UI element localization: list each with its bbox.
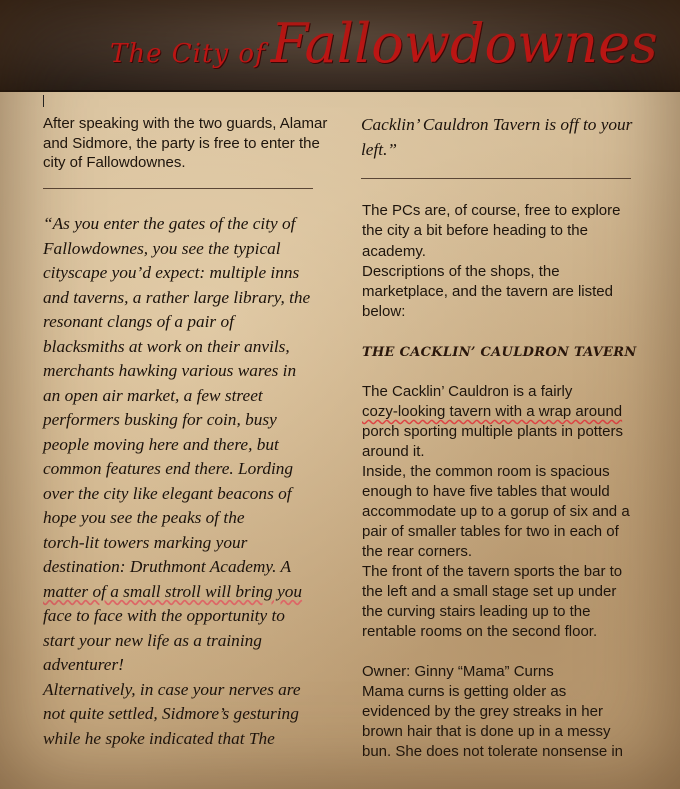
boxed-line: not quite settled, Sidmore’s gesturing — [43, 704, 299, 723]
boxed-line: face to face with the opportunity to — [43, 606, 285, 625]
text-line: Inside, the common room is spacious — [362, 463, 610, 480]
boxed-line: Fallowdownes, you see the typical — [43, 238, 281, 258]
boxed-line: resonant clangs of a pair of — [43, 312, 234, 331]
text-line: brown hair that is done up in a messy — [362, 723, 611, 740]
boxed-line: left.” — [361, 139, 398, 159]
boxed-line: Cacklin’ Cauldron Tavern is off to your — [361, 115, 633, 134]
text-line: The front of the tavern sports the bar to — [362, 563, 623, 580]
text-line: evidenced by the grey streaks in her — [362, 703, 603, 720]
boxed-line: common features end there. Lording — [43, 459, 294, 478]
boxed-line: torch-lit towers marking your — [43, 532, 248, 552]
tavern-heading: THE CACKLIN’ CAULDRON TAVERN — [362, 345, 637, 360]
text-cursor — [43, 95, 44, 107]
text-line: cozy-looking tavern with a wrap around — [362, 403, 623, 420]
text-line: bun. She does not tolerate nonsense in — [362, 743, 624, 760]
boxed-line: over the city like elegant beacons of — [43, 483, 292, 503]
boxed-line: an open air market, a few street — [43, 385, 263, 405]
text-line: The Cacklin’ Cauldron is a fairly — [362, 383, 573, 400]
boxed-text-left — [43, 212, 343, 751]
boxed-line: Alternatively, in case your nerves are — [43, 679, 301, 699]
boxed-line: performers busking for coin, busy — [43, 410, 277, 429]
text-line: below: — [362, 303, 406, 321]
text-line: accommodate up to a gorup of six and a — [362, 503, 630, 520]
text-line: porch sporting multiple plants in potters — [362, 423, 623, 440]
tavern-paragraph — [362, 382, 662, 642]
owner-paragraph — [362, 662, 662, 762]
boxed-line: while he spoke indicated that The — [43, 728, 275, 748]
text-line: the curving stairs leading up to the — [362, 603, 591, 620]
boxed-line: people moving here and there, but — [43, 434, 279, 454]
boxed-line: start your new life as a training — [43, 630, 262, 650]
text-line: enough to have five tables that would — [362, 483, 610, 500]
boxed-line: and taverns, a rather large library, the — [43, 287, 311, 307]
text-line: academy. — [362, 242, 426, 260]
text-line: The PCs are, of course, free to explore — [362, 202, 621, 219]
boxed-line: destination: Druthmont Academy. A — [43, 557, 291, 576]
divider-left — [43, 188, 313, 189]
text-line: the city a bit before heading to the — [362, 222, 588, 240]
text-line: pair of smaller tables for two in each of — [362, 523, 619, 540]
title-main: Fallowdownes — [270, 12, 658, 75]
boxed-line: “As you enter the gates of the city of — [43, 214, 296, 233]
text-line: Owner: Ginny “Mama” Curns — [362, 663, 554, 680]
text-line: Descriptions of the shops, the — [362, 262, 560, 280]
text-line: the rear corners. — [362, 543, 473, 560]
intro-paragraph: After speaking with the two guards, Alamar and Sidmore, the party is free to enter the city of Fallowdownes. — [43, 115, 328, 171]
boxed-line: hope you see the peaks of the — [43, 508, 245, 527]
text-line: Mama curns is getting older as — [362, 683, 567, 700]
text-line: rentable rooms on the second floor. — [362, 623, 598, 640]
title-prefix: The City of — [110, 39, 266, 69]
boxed-line: blacksmiths at work on their anvils, — [43, 336, 290, 356]
text-line: the left and a small stage set up under — [362, 583, 617, 600]
text-line: around it. — [362, 443, 425, 460]
boxed-line: merchants hawking various wares in — [43, 361, 297, 380]
page-title — [110, 12, 658, 82]
boxed-text-right — [361, 113, 661, 162]
text-line: marketplace, and the tavern are listed — [362, 283, 613, 301]
explore-paragraph — [362, 201, 657, 323]
boxed-line: matter of a small stroll will bring you — [43, 581, 303, 601]
divider-right — [361, 178, 631, 179]
boxed-line: adventurer! — [43, 655, 124, 674]
boxed-line: cityscape you’d expect: multiple inns — [43, 263, 300, 282]
page-header — [0, 0, 680, 92]
